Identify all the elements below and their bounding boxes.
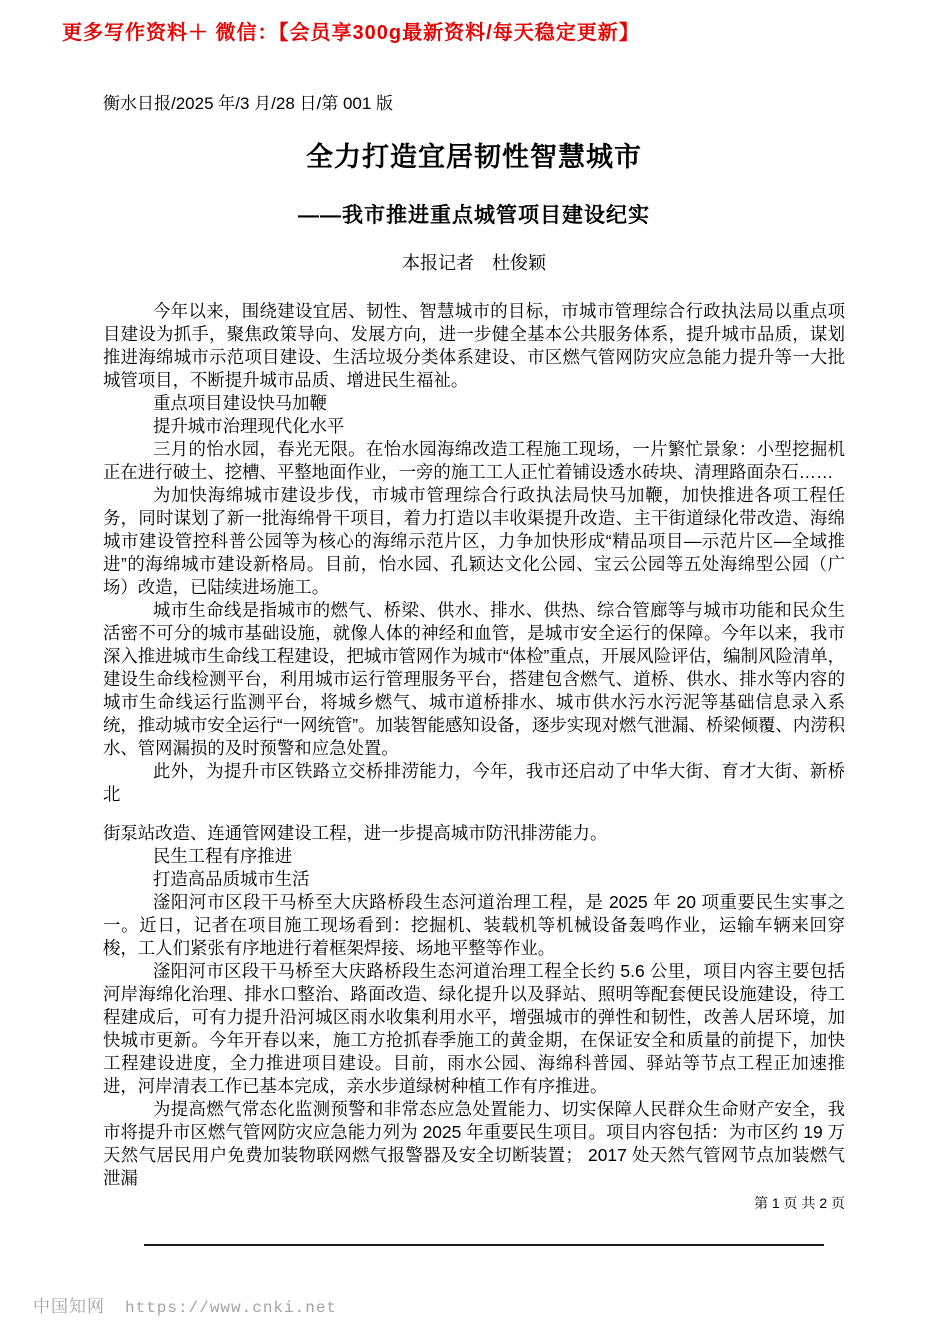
section-subhead: 民生工程有序推进 [153, 846, 293, 866]
cnki-watermark [33, 1292, 337, 1317]
article-paragraph: 城市生命线是指城市的燃气、桥梁、供水、排水、供热、综合管廊等与城市功能和民众生活密不可分的城市基础设施，就像人体的神经和血管，是城市安全运行的保障。今年以来，我市深入推进城市生命线工程建设，把城市管网作为城市“体检”重点，开展风险评估，编制风险清单，建设生命线检测平台，利用城市运行管理服务平台，搭建包含燃气、道桥、供水、排水等内容的城市生命线运行监测平台，将城乡燃气、城市道桥排水、城市供水污水污泥等基础信息录入系统，推动城市安全运行“一网统管”。加装智能感知设备，逐步实现对燃气泄漏、桥梁倾覆、内涝积水、管网漏损的及时预警和应急处置。 [103, 600, 845, 758]
article-paragraph: 今年以来，围绕建设宜居、韧性、智慧城市的目标，市城市管理综合行政执法局以重点项目建设为抓手，聚焦政策导向、发展方向，进一步健全基本公共服务体系，提升城市品质，谋划推进海绵城市示范项目建设、生活垃圾分类体系建设、市区燃气管网防灾应急能力提升等一大批城管项目，不断提升城市品质、增进民生福祉。 [103, 301, 845, 390]
article-paragraph: 滏阳河市区段干马桥至大庆路桥段生态河道治理工程全长约 5.6 公里，项目内容主要包括河岸海绵化治理、排水口整治、路面改造、绿化提升以及驿站、照明等配套便民设施建设，待工程建成后，可有力提升沿河城区雨水收集利用水平，增强城市的弹性和韧性，改善人居环境，加快城市更新。今年开春以来，施工方抢抓春季施工的黄金期，在保证安全和质量的前提下，加快工程建设进度，全力推进项目建设。目前，雨水公园、海绵科普园、驿站等节点工程正加速推进，河岸清表工作已基本完成，亲水步道绿树种植工作有序推进。 [103, 961, 845, 1096]
article-paragraph: 此外，为提升市区铁路立交桥排涝能力，今年，我市还启动了中华大街、育才大街、新桥北 [103, 761, 845, 804]
document-page [103, 92, 845, 1212]
section-subhead: 提升城市治理现代化水平 [153, 416, 345, 436]
cnki-brand-text: 中国知网 [33, 1297, 105, 1316]
article-paragraph: 三月的怡水园，春光无限。在怡水园海绵改造工程施工现场，一片繁忙景象：小型挖掘机正在进行破土、挖槽、平整地面作业，一旁的施工工人正忙着铺设透水砖块、清理路面杂石…… [103, 439, 845, 482]
cnki-url-text: https://www.cnki.net [125, 1299, 338, 1317]
footer-divider [144, 1244, 824, 1246]
page-indicator: 第 1 页 共 2 页 [753, 1195, 845, 1211]
article-paragraph: 为加快海绵城市建设步伐，市城市管理综合行政执法局快马加鞭，加快推进各项工程任务，同时谋划了新一批海绵骨干项目，着力打造以丰收渠提升改造、主干街道绿化带改造、海绵城市建设管控科普公园等为核心的海绵示范片区，力争加快形成“精品项目—示范片区—全域推进”的海绵城市建设新格局。目前，怡水园、孔颖达文化公园、宝云公园等五处海绵型公园（广场）改造，已陆续进场施工。 [103, 485, 845, 597]
article-paragraph: 为提高燃气常态化监测预警和非常态应急处置能力、切实保障人民群众生命财产安全，我市将提升市区燃气管网防灾应急能力列为 2025 年重要民生项目。项目内容包括：为市区约 19 万天然气居民用户免费加装物联网燃气报警器及安全切断装置； 2017 处天然气管网节点加装燃气泄漏 [103, 1099, 845, 1188]
promo-banner-text: 更多写作资料＋ 微信：【会员享300g最新资料/每天稳定更新】 [62, 22, 640, 44]
newspaper-source-line: 衡水日报/2025 年/3 月/28 日/第 001 版 [103, 94, 394, 113]
section-subhead: 打造高品质城市生活 [153, 869, 310, 889]
article-paragraph-continuation: 街泵站改造、连通管网建设工程，进一步提高城市防汛排涝能力。 [103, 823, 608, 843]
article-subtitle: ——我市推进重点城管项目建设纪实 [298, 204, 650, 227]
article-title: 全力打造宜居韧性智慧城市 [306, 142, 642, 172]
article-byline: 本报记者 杜俊颖 [402, 253, 546, 273]
article-paragraph: 滏阳河市区段干马桥至大庆路桥段生态河道治理工程，是 2025 年 20 项重要民生实事之一。近日，记者在项目施工现场看到：挖掘机、装载机等机械设备轰鸣作业，运输车辆来回穿梭，工人们紧张有序地进行着框架焊接、场地平整等作业。 [103, 892, 845, 958]
article-body [103, 300, 845, 1190]
section-subhead: 重点项目建设快马加鞭 [153, 393, 327, 413]
